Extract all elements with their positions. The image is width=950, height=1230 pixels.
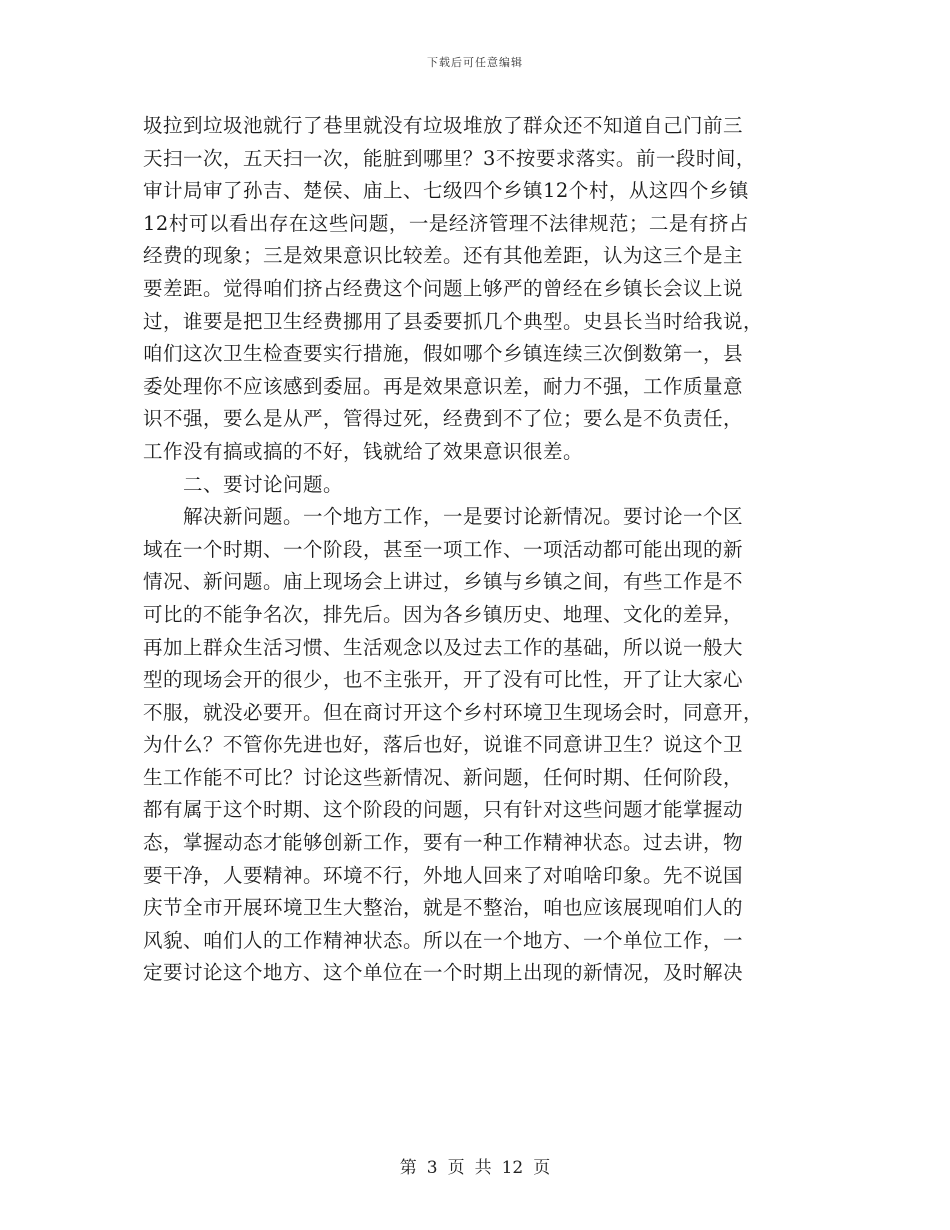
text-line: 生工作能不可比？讨论这些新情况、新问题，任何时期、任何阶段， xyxy=(143,765,744,789)
text-line: 经费的现象；三是效果意识比较差。还有其他差距，认为这三个是主 xyxy=(143,244,744,268)
text-line: 委处理你不应该感到委屈。再是效果意识差，耐力不强，工作质量意 xyxy=(143,374,744,398)
page-footer xyxy=(0,1153,950,1178)
text-line: 过，谁要是把卫生经费挪用了县委要抓几个典型。史县长当时给我说， xyxy=(143,309,764,333)
footer-total-label: 共 xyxy=(474,1158,492,1178)
footer-prefix: 第 xyxy=(399,1158,417,1178)
text-line: 识不强，要么是从严，管得过死，经费到不了位；要么是不负责任， xyxy=(143,407,744,431)
text-line: 情况、新问题。庙上现场会上讲过，乡镇与乡镇之间，有些工作是不 xyxy=(143,570,744,594)
text-line: 为什么？不管你先进也好，落后也好，说谁不同意讲卫生？说这个卫 xyxy=(143,733,744,757)
text-line: 再加上群众生活习惯、生活观念以及过去工作的基础，所以说一般大 xyxy=(143,635,744,659)
text-line: 工作没有搞或搞的不好，钱就给了效果意识很差。 xyxy=(143,439,584,463)
text-line: 咱们这次卫生检查要实行措施，假如哪个乡镇连续三次倒数第一，县 xyxy=(143,342,744,366)
text-line: 解决新问题。一个地方工作，一是要讨论新情况。要讨论一个区 xyxy=(183,505,744,529)
footer-page-label: 页 xyxy=(447,1158,465,1178)
body-text xyxy=(143,110,809,990)
page-header: 下载后可任意编辑 xyxy=(427,56,523,69)
text-line: 庆节全市开展环境卫生大整治，就是不整治，咱也应该展现咱们人的 xyxy=(143,896,744,920)
text-line: 审计局审了孙吉、楚侯、庙上、七级四个乡镇12个村，从这四个乡镇 xyxy=(143,179,749,203)
text-line: 12村可以看出存在这些问题，一是经济管理不法律规范；二是有挤占 xyxy=(143,211,749,235)
text-line: 要差距。觉得咱们挤占经费这个问题上够严的曾经在乡镇长会议上说 xyxy=(143,276,744,300)
text-line: 定要讨论这个地方、这个单位在一个时期上出现的新情况，及时解决 xyxy=(143,961,744,985)
text-line: 型的现场会开的很少，也不主张开，开了没有可比性，开了让大家心 xyxy=(143,668,744,692)
text-line: 要干净，人要精神。环境不行，外地人回来了对咱啥印象。先不说国 xyxy=(143,863,744,887)
text-line: 不服，就没必要开。但在商讨开这个乡村环境卫生现场会时，同意开， xyxy=(143,700,764,724)
page-number: 3 xyxy=(426,1158,438,1178)
footer-suffix: 页 xyxy=(533,1158,551,1178)
text-line: 态，掌握动态才能够创新工作，要有一种工作精神状态。过去讲，物 xyxy=(143,831,744,855)
text-line: 天扫一次，五天扫一次，能脏到哪里？3不按要求落实。前一段时间， xyxy=(143,146,756,170)
text-line: 可比的不能争名次，排先后。因为各乡镇历史、地理、文化的差异， xyxy=(143,602,744,626)
text-line: 圾拉到垃圾池就行了巷里就没有垃圾堆放了群众还不知道自己门前三 xyxy=(143,114,744,137)
text-line: 域在一个时期、一个阶段，甚至一项工作、一项活动都可能出现的新 xyxy=(143,537,744,561)
text-line: 都有属于这个时期、这个阶段的问题，只有针对这些问题才能掌握动 xyxy=(143,798,744,822)
text-line: 风貌、咱们人的工作精神状态。所以在一个地方、一个单位工作，一 xyxy=(143,928,744,952)
section-heading: 二、要讨论问题。 xyxy=(183,472,344,496)
total-pages: 12 xyxy=(501,1158,524,1178)
